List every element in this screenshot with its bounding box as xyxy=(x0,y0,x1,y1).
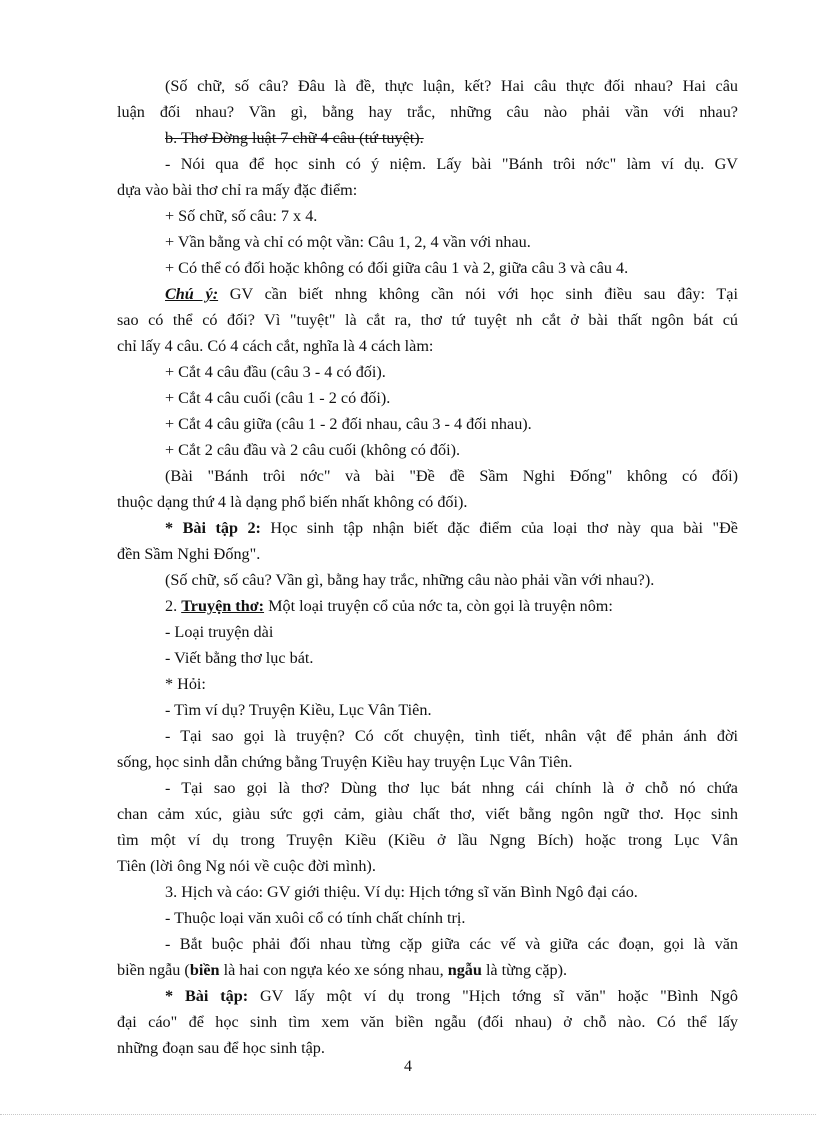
text-line: - Nói qua để học sinh có ý niệm. Lấy bài "Bánh trôi nớc" làm ví dụ. GV xyxy=(165,155,738,173)
exercise-label: * Bài tập 2: xyxy=(165,519,261,537)
text-line: Tiên (lời ông Ng nói về cuộc đời mình). xyxy=(117,857,376,875)
section-number: 2. xyxy=(165,597,182,615)
note-line xyxy=(165,282,738,308)
exercise-label: * Bài tập: xyxy=(165,987,249,1005)
text-line: (Bài "Bánh trôi nớc" và bài "Đề đề Sầm Nghi Đống" không có đối) xyxy=(165,467,738,485)
section-heading: b. Thơ Đờng luật 7 chữ 4 câu (tứ tuyệt). xyxy=(165,129,424,147)
text-line: đại cáo" để học sinh tìm xem văn biền ngẫu (đối nhau) ở chỗ nào. Có thể lấy xyxy=(117,1013,738,1031)
text-span: là hai con ngựa kéo xe sóng nhau, xyxy=(219,961,448,979)
text-line: những đoạn sau để học sinh tập. xyxy=(117,1039,325,1057)
exercise-line xyxy=(165,516,738,542)
list-item: - Tại sao gọi là truyện? Có cốt chuyện, tình tiết, nhân vật để phản ánh đời xyxy=(165,727,738,745)
text-span: là từng cặp). xyxy=(481,961,568,979)
section-text: Một loại truyện cổ của nớc ta, còn gọi là truyện nôm: xyxy=(264,597,613,615)
note-text: GV cần biết nhng không cần nói với học sinh điều sau đây: Tại xyxy=(218,285,738,303)
bold-term: biền xyxy=(189,961,220,979)
text-line: chỉ lấy 4 câu. Có 4 cách cắt, nghĩa là 4 cách làm: xyxy=(117,337,434,355)
text-line: dựa vào bài thơ chỉ ra mấy đặc điểm: xyxy=(117,181,358,199)
note-label: Chú ý: xyxy=(165,285,219,303)
text-line: thuộc dạng thứ 4 là dạng phổ biến nhất không có đối). xyxy=(117,493,468,511)
list-item: - Viết bằng thơ lục bát. xyxy=(165,649,314,667)
list-item: + Vần bằng và chỉ có một vần: Câu 1, 2, 4 vần với nhau. xyxy=(165,233,531,251)
list-item: + Có thể có đối hoặc không có đối giữa câu 1 và 2, giữa câu 3 và câu 4. xyxy=(165,259,629,277)
exercise-text: Học sinh tập nhận biết đặc điểm của loại thơ này qua bài "Đề xyxy=(260,519,738,537)
exercise-text: GV lấy một ví dụ trong "Hịch tớng sĩ văn" hoặc "Bình Ngô xyxy=(248,987,738,1005)
text-line: (Số chữ, số câu? Đâu là đề, thực luận, kết? Hai câu thực đối nhau? Hai câu xyxy=(165,77,738,95)
text-line: tìm một ví dụ trong Truyện Kiều (Kiều ở lầu Ngng Bích) hoặc trong Lục Vân xyxy=(117,831,738,849)
list-item: + Số chữ, số câu: 7 x 4. xyxy=(165,207,318,225)
text-line: đền Sầm Nghi Đống". xyxy=(117,545,261,563)
text-line: luận đối nhau? Vần gì, bằng hay trắc, những câu nào phải vần với nhau? xyxy=(117,103,738,121)
text-line: (Số chữ, số câu? Vần gì, bằng hay trắc, những câu nào phải vần với nhau?). xyxy=(165,571,655,589)
text-line: sao có thể có đối? Vì "tuyệt" là cắt ra, thơ tứ tuyệt nh cắt ở bài thất ngôn bát cú xyxy=(117,311,738,329)
list-item: - Loại truyện dài xyxy=(165,623,274,641)
section-heading: 3. Hịch và cáo: GV giới thiệu. Ví dụ: Hịch tớng sĩ văn Bình Ngô đại cáo. xyxy=(165,883,638,901)
page-number: 4 xyxy=(404,1058,412,1075)
text-line: * Hỏi: xyxy=(165,675,206,693)
section-heading xyxy=(165,594,613,620)
list-item: - Bắt buộc phải đối nhau từng cặp giữa các vế và giữa các đoạn, gọi là văn xyxy=(165,935,738,953)
section-label: Truyện thơ: xyxy=(181,597,265,615)
list-item: + Cắt 4 câu giữa (câu 1 - 2 đối nhau, câu 3 - 4 đối nhau). xyxy=(165,415,532,433)
page-bottom-edge xyxy=(0,1114,816,1115)
text-line xyxy=(117,958,567,984)
text-line: chan cảm xúc, giàu sức gợi cảm, giàu chất thơ, viết bằng ngôn ngữ thơ. Học sinh xyxy=(117,805,738,823)
text-span: biền ngẫu ( xyxy=(117,961,190,979)
list-item: + Cắt 2 câu đầu và 2 câu cuối (không có đối). xyxy=(165,441,461,459)
list-item: - Thuộc loại văn xuôi cổ có tính chất chính trị. xyxy=(165,909,466,927)
exercise-line xyxy=(165,984,738,1010)
text-line: sống, học sinh dẫn chứng bằng Truyện Kiều hay truyện Lục Vân Tiên. xyxy=(117,753,573,771)
list-item: + Cắt 4 câu đầu (câu 3 - 4 có đối). xyxy=(165,363,386,381)
list-item: - Tại sao gọi là thơ? Dùng thơ lục bát nhng cái chính là ở chỗ nó chứa xyxy=(165,779,738,797)
list-item: - Tìm ví dụ? Truyện Kiều, Lục Vân Tiên. xyxy=(165,701,432,719)
list-item: + Cắt 4 câu cuối (câu 1 - 2 có đối). xyxy=(165,389,391,407)
bold-term: ngẫu xyxy=(447,961,482,979)
